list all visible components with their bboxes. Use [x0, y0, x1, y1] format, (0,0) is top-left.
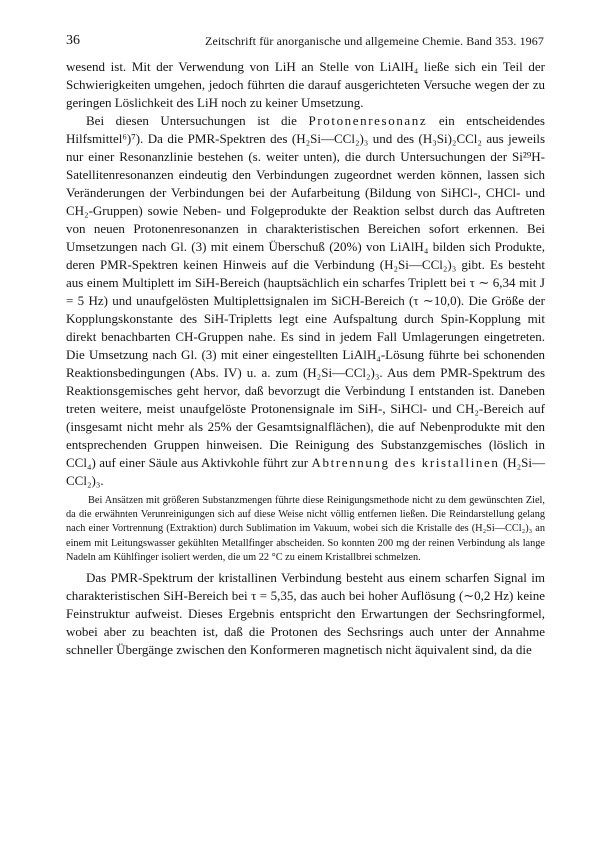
spaced-term: Protonenresonanz	[308, 113, 428, 128]
page-header	[66, 32, 544, 50]
paragraph-continuation: wesend ist. Mit der Verwendung von LiH an Stelle von LiAlH₄ ließe sich ein Teil der Schwierigkeiten umgehen, jedoch führten die darauf ausgerichteten Versuche wegen der zu geringen Löslichkeit des LiH noch zu keiner Umsetzung.	[66, 59, 545, 110]
page-number: 36	[66, 33, 80, 48]
running-title: Zeitschrift für anorganische und allgemeine Chemie. Band 353. 1967	[205, 34, 544, 48]
paragraph-text: ein entscheidendes Hilfsmittel⁶)⁷). Da die PMR-Spektren des (H₂Si—CCl₂)₃ und des (H₃Si)₂CCl₂ aus jeweils nur einer Resonanzlinie bestehen (s. weiter unten), die durch Untersuchungen der Si²⁹H-Satellitenresonanzen eindeutig den Verbindungen zugeordnet werden können, lassen sich Veränderungen der Verbindungen bei der Aufarbeitung (Bildung von SiHCl-, CHCl- und CH₂-Gruppen) sowie Neben- und Folgeprodukte der Reaktion selbst durch das Auftreten von neuen Protonenresonanzen in charakteristischen Bereichen sofort erkennen. Bei Umsetzungen nach Gl. (3) mit einem Überschuß (20%) von LiAlH₄ bilden sich Produkte, deren PMR-Spektren keinen Hinweis auf die Verbindung (H₂Si—CCl₂)₃ gibt. Es besteht aus einem Multiplett im SiH-Bereich (hauptsächlich ein scharfes Triplett bei τ ∼ 6,34 mit J = 5 Hz) und unaufgelösten Multiplettsignalen im SiCH-Bereich (τ ∼10,0). Die Größe der Kopplungskonstante des SiH-Tripletts legt eine Aufspaltung durch Spin-Kopplung mit direkt benachbarten CH-Gruppen nahe. Es sind in jedem Fall Umlagerungen eingetreten. Die Umsetzung nach Gl. (3) mit einer eingestellten LiAlH₄-Lösung führte bei schonenden Reaktionsbedingungen (Abs. IV) u. a. zum (H₂Si—CCl₂)₃. Aus dem PMR-Spektrum des Reaktionsgemisches geht hervor, daß bevorzugt die Verbindung I entstanden ist. Daneben treten weitere, meist unaufgelöste Protonensignale im SiH-, SiHCl- und CH₂-Bereich auf (insgesamt nicht mehr als 25% der Gesamtsignalflächen), die auf Nebenprodukte mit den entsprechenden Gruppen hinweisen. Die Reinigung des Substanzgemisches (löslich in CCl₄) auf einer Säule aus Aktivkohle führt zur	[66, 113, 545, 470]
article-body	[66, 58, 545, 659]
paragraph-text: (H₂Si—CCl₂)₃.	[66, 455, 545, 488]
paragraph-text: Bei diesen Untersuchungen ist die	[86, 113, 309, 128]
paragraph-pmr-spectrum: Das PMR-Spektrum der kristallinen Verbindung besteht aus einem scharfen Signal im charakteristischen SiH-Bereich bei τ = 5,35, das auch bei hoher Auflösung (∼0,2 Hz) keine Feinstruktur aufweist. Dieses Ergebnis entspricht den Erwartungen der Sechsringformel, wobei aber zu beachten ist, daß die Protonen des Sechsrings auch unter der Annahme schneller Übergänge zwischen den Konformeren magnetisch nicht äquivalent sind, da die	[66, 570, 545, 658]
paragraph-protonenresonanz	[66, 112, 545, 490]
small-print-note: Bei Ansätzen mit größeren Substanzmengen führte diese Reinigungsmethode nicht zu dem gewünschten Ziel, da die erwähnten Verunreinigungen sich auf diese Weise nicht völlig entfernen ließen. Die Reindarstellung gelang nach einer Vortrennung (Extraktion) durch Sublimation im Vakuum, wobei sich die Kristalle des (H₂Si—CCl₂)₃ an einem mit Leitungswasser gekühlten Metallfinger abscheiden. So konnten 200 mg der reinen Verbindung als lange Nadeln am Kühlfinger isoliert werden, die um 22 °C zu einem Kristallbrei schmelzen.	[66, 495, 545, 563]
spaced-term: Abtrennung des kristallinen	[311, 455, 500, 470]
